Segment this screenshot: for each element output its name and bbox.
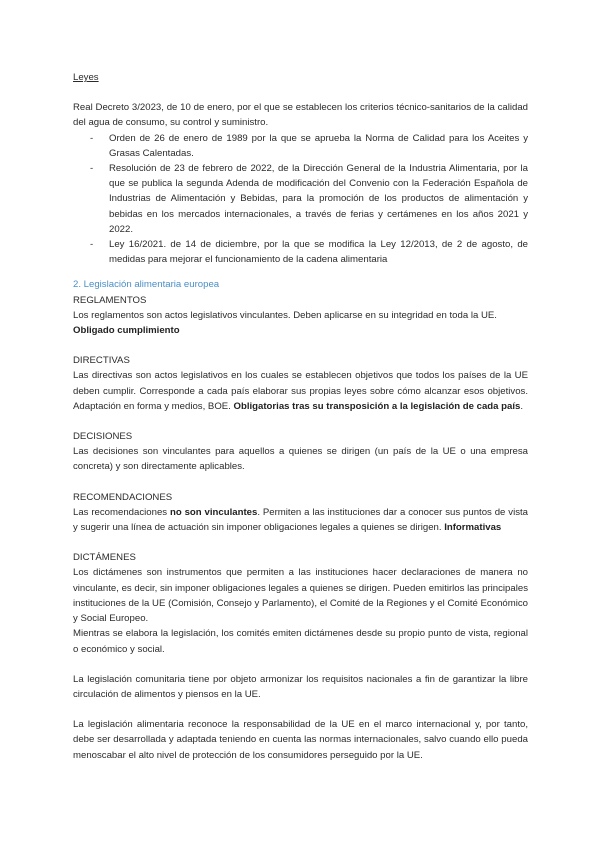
directivas-end: . — [520, 400, 524, 412]
paragraph-armonizar: La legislación comunitaria tiene por objeto armonizar los requisitos nacionales a fin de garantizar la libre circulación de alimentos y piensos en la UE. — [73, 673, 528, 700]
reglamentos-body: Los reglamentos son actos legislativos vinculantes. Deben aplicarse en su integridad en toda la UE. — [73, 309, 497, 321]
leyes-heading: Leyes — [73, 72, 99, 83]
list-item: - Orden de 26 de enero de 1989 por la que se aprueba la Norma de Calidad para los Aceites y Grasas Calentadas. — [109, 131, 528, 161]
directivas-body: Las directivas son actos legislativos en los cuales se establecen objetivos que todos los países de la UE deben cumplir. Corresponde a cada país elaborar sus propias leyes sobre cómo alcanzar esos objetivos. Adaptación en forma y medios, BOE. — [73, 370, 528, 412]
reglamentos-text — [73, 308, 528, 338]
list-item: - Resolución de 23 de febrero de 2022, de la Dirección General de la Industria Alimentaria, por la que se publica la segunda Adenda de modificación del Convenio con la Federación Española de Industrias de Alimentación y Bebidas, para la promoción de los productos de alimentación y bebidas en los mercados internacionales, a través de ferias y certámenes en los años 2021 y 2022. — [109, 161, 528, 237]
recomendaciones-text — [73, 505, 528, 535]
leyes-intro: Real Decreto 3/2023, de 10 de enero, por el que se establecen los criterios técnico-sanitarios de la calidad del agua de consumo, su control y suministro. — [73, 102, 528, 129]
directivas-text — [73, 368, 528, 414]
recomendaciones-body-2: . Permiten a las instituciones dar a conocer sus puntos de vista y sugerir una línea de actuación sin imponer obligaciones legales a quienes se dirigen. — [73, 506, 529, 534]
paragraph-responsabilidad: La legislación alimentaria reconoce la responsabilidad de la UE en el marco internacional y, por tanto, debe ser desarrollada y adaptada teniendo en cuenta las normas internacionales, salvo cuando ello pueda menoscabar el alto nivel de protección de los consumidores perseguido por la UE. — [73, 719, 528, 761]
decisiones-heading: DECISIONES — [73, 431, 133, 443]
recomendaciones-bold-2: Informativas — [444, 522, 502, 534]
directivas-bold: Obligatorias tras su transposición a la legislación de cada país — [233, 400, 521, 412]
document-page — [73, 70, 528, 763]
list-item: - Ley 16/2021. de 14 de diciembre, por la que se modifica la Ley 12/2013, de 2 de agosto, de medidas para mejorar el funcionamiento de la cadena alimentaria — [109, 237, 528, 267]
dictamenes-heading: DICTÁMENES — [73, 552, 136, 564]
dictamenes-text: Los dictámenes son instrumentos que permiten a las instituciones hacer declaraciones de manera no vinculante, es decir, sin imponer obligaciones legales a quienes se dirigen. Pueden emitirlos las principales instituciones de la UE (Comisión, Consejo y Parlamento), el Comité de la Regiones y el Comité Económico y Social Europeo. — [73, 567, 528, 625]
recomendaciones-bold-1: no son vinculantes — [169, 506, 258, 518]
recomendaciones-body-1: Las recomendaciones — [73, 506, 170, 518]
reglamentos-heading: REGLAMENTOS — [73, 294, 147, 306]
reglamentos-bold: Obligado cumplimiento — [73, 325, 180, 337]
dictamenes-text-2: Mientras se elabora la legislación, los comités emiten dictámenes desde su propio punto de vista, regional o económico y social. — [73, 628, 528, 655]
directivas-heading: DIRECTIVAS — [73, 355, 130, 367]
leyes-list — [73, 131, 528, 268]
section-title-legislacion-europea: 2. Legislación alimentaria europea — [73, 279, 220, 291]
recomendaciones-heading: RECOMENDACIONES — [73, 491, 173, 503]
decisiones-text: Las decisiones son vinculantes para aquellos a quienes se dirigen (un país de la UE o una empresa concreta) y son directamente aplicables. — [73, 446, 528, 473]
